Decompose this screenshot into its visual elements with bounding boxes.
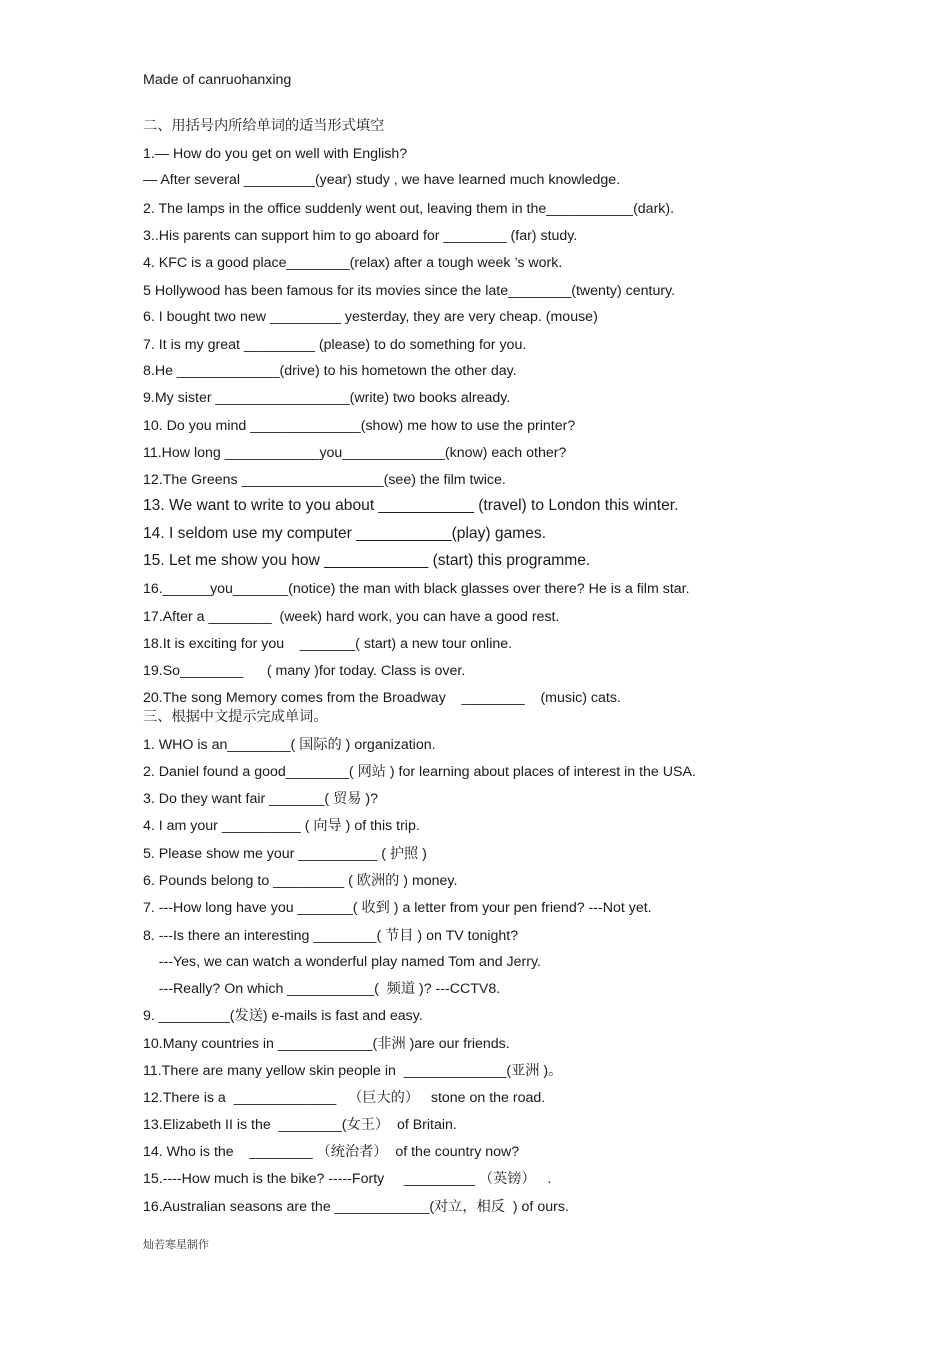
exercise-line: 14. I seldom use my computer ___________(play) games. bbox=[143, 525, 547, 542]
exercise-line: 19.So________ ( many )for today. Class is over. bbox=[143, 663, 466, 679]
exercise-line: 12.The Greens __________________(see) the film twice. bbox=[143, 472, 506, 488]
exercise-line: 13. We want to write to you about ___________ (travel) to London this winter. bbox=[143, 497, 679, 514]
exercise-line: 12.There is a _____________ （巨大的） stone on the road. bbox=[143, 1090, 546, 1106]
exercise-line: 7. ---How long have you _______( 收到 ) a letter from your pen friend? ---Not yet. bbox=[143, 900, 652, 916]
exercise-line: 14. Who is the ________ （统治者） of the country now? bbox=[143, 1144, 520, 1160]
exercise-line: 15.----How much is the bike? -----Forty _________ （英镑） . bbox=[143, 1171, 552, 1187]
exercise-line: 1.— How do you get on well with English? bbox=[143, 146, 408, 162]
exercise-line: 5. Please show me your __________ ( 护照 ) bbox=[143, 846, 427, 862]
exercise-line: 9. _________(发送) e-mails is fast and easy. bbox=[143, 1008, 423, 1024]
exercise-line: 4. KFC is a good place________(relax) after a tough week ’s work. bbox=[143, 255, 563, 271]
exercise-line: — After several _________(year) study , we have learned much knowledge. bbox=[143, 172, 621, 188]
exercise-line: 15. Let me show you how ____________ (start) this programme. bbox=[143, 552, 591, 569]
exercise-line: 16.Australian seasons are the ____________(对立，相反 ) of ours. bbox=[143, 1199, 569, 1215]
exercise-line: ---Really? On which ___________( 频道 )? ---CCTV8. bbox=[143, 981, 501, 997]
exercise-line: 5 Hollywood has been famous for its movies since the late________(twenty) century. bbox=[143, 283, 676, 299]
exercise-line: 6. I bought two new _________ yesterday, they are very cheap. (mouse) bbox=[143, 309, 598, 325]
exercise-line: 10. Do you mind ______________(show) me how to use the printer? bbox=[143, 418, 576, 434]
exercise-line: 7. It is my great _________ (please) to do something for you. bbox=[143, 337, 527, 353]
section-3-title: 三、根据中文提示完成单词。 bbox=[143, 709, 328, 725]
footer-text: 灿若寒星制作 bbox=[143, 1238, 209, 1251]
exercise-line: 3. Do they want fair _______( 贸易 )? bbox=[143, 791, 379, 807]
exercise-line: 16.______you_______(notice) the man with black glasses over there? He is a film star. bbox=[143, 581, 690, 597]
exercise-line: 8.He _____________(drive) to his hometown the other day. bbox=[143, 363, 517, 379]
exercise-line: 11.There are many yellow skin people in _____________(亚洲 )。 bbox=[143, 1063, 563, 1079]
exercise-line: 1. WHO is an________( 国际的 ) organization. bbox=[143, 737, 436, 753]
exercise-line: 4. I am your __________ ( 向导 ) of this trip. bbox=[143, 818, 420, 834]
exercise-line: 6. Pounds belong to _________ ( 欧洲的 ) money. bbox=[143, 873, 458, 889]
exercise-line: 3..His parents can support him to go aboard for ________ (far) study. bbox=[143, 228, 578, 244]
section-2-title: 二、用括号内所给单词的适当形式填空 bbox=[143, 118, 385, 134]
exercise-line: 17.After a ________ (week) hard work, you can have a good rest. bbox=[143, 609, 560, 625]
exercise-line: 11.How long ____________you_____________(know) each other? bbox=[143, 445, 567, 461]
exercise-line: 20.The song Memory comes from the Broadway ________ (music) cats. bbox=[143, 690, 621, 706]
exercise-line: 2. The lamps in the office suddenly went out, leaving them in the___________(dark). bbox=[143, 201, 675, 217]
exercise-line: 8. ---Is there an interesting ________( 节目 ) on TV tonight? bbox=[143, 928, 519, 944]
exercise-line: 18.It is exciting for you _______( start) a new tour online. bbox=[143, 636, 513, 652]
header-text: Made of canruohanxing bbox=[143, 72, 292, 88]
exercise-line: 9.My sister _________________(write) two books already. bbox=[143, 390, 511, 406]
exercise-line: 2. Daniel found a good________( 网站 ) for learning about places of interest in the USA. bbox=[143, 764, 696, 780]
exercise-line: ---Yes, we can watch a wonderful play named Tom and Jerry. bbox=[143, 954, 541, 970]
exercise-line: 10.Many countries in ____________(非洲 )are our friends. bbox=[143, 1036, 510, 1052]
exercise-line: 13.Elizabeth II is the ________(女王） of Britain. bbox=[143, 1117, 457, 1133]
